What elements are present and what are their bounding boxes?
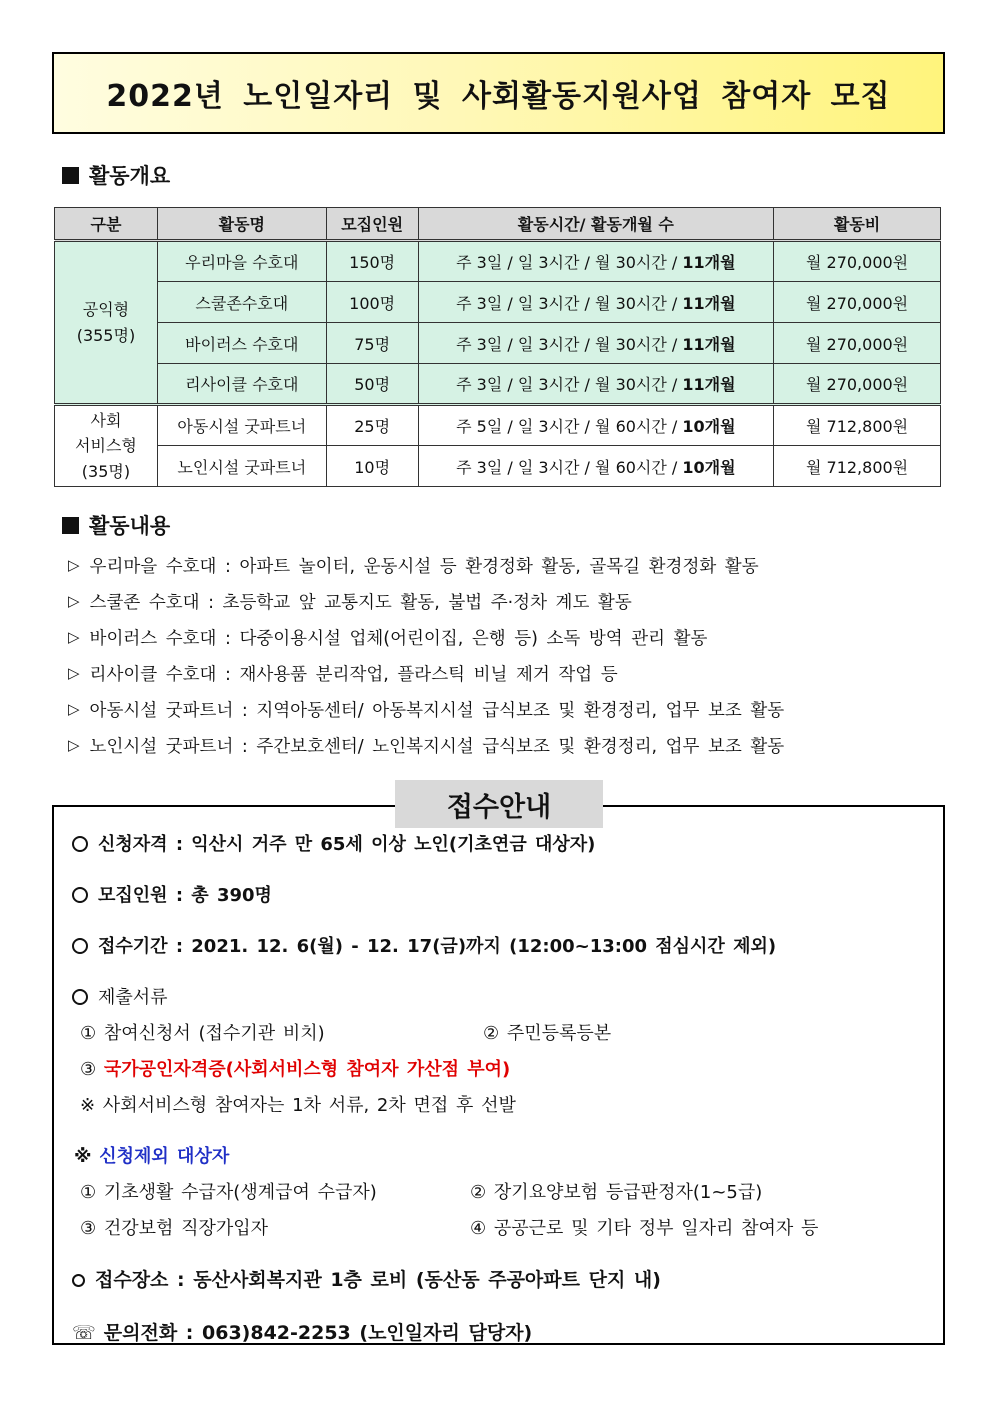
- activity-count: 75명: [326, 323, 418, 364]
- circle-bullet-icon: [72, 1274, 85, 1287]
- activity-name: 아동시설 굿파트너: [157, 405, 326, 446]
- activity-time: 주 3일 / 일 3시간 / 월 60시간 / 10개월: [418, 446, 774, 487]
- activity-time: 주 3일 / 일 3시간 / 월 30시간 / 11개월: [418, 323, 774, 364]
- group-name: 공익형: [82, 299, 130, 319]
- overview-heading: [62, 160, 170, 190]
- activities-list: [68, 547, 784, 763]
- triangle-bullet-icon: ▷: [68, 592, 80, 610]
- activity-count: 150명: [326, 241, 418, 282]
- table-row: [55, 446, 941, 487]
- group-name: 서비스형: [75, 436, 137, 456]
- activity-name: 우리마을 수호대: [157, 241, 326, 282]
- circle-bullet-icon: [72, 836, 88, 852]
- triangle-bullet-icon: ▷: [68, 628, 80, 646]
- page-title: 2022년 노인일자리 및 사회활동지원사업 참여자 모집: [106, 79, 891, 114]
- exclude-item-2: ② 장기요양보험 등급판정자(1~5급): [470, 1182, 763, 1203]
- circle-bullet-icon: [72, 989, 88, 1005]
- list-item: ▷ 스쿨존 수호대 : 초등학교 앞 교통지도 활동, 불법 주·정차 계도 활동: [68, 592, 632, 613]
- table-header-row: [55, 208, 941, 241]
- list-item: ▷ 바이러스 수호대 : 다중이용시설 업체(어린이집, 은행 등) 소독 방역 관리 활동: [68, 628, 708, 649]
- col-header-time: 활동시간/ 활동개월 수: [418, 208, 774, 241]
- col-header-count: 모집인원: [326, 208, 418, 241]
- triangle-bullet-icon: ▷: [68, 700, 80, 718]
- triangle-bullet-icon: ▷: [68, 736, 80, 754]
- circle-bullet-icon: [72, 938, 88, 954]
- activity-time: 주 5일 / 일 3시간 / 월 60시간 / 10개월: [418, 405, 774, 446]
- table-row: [55, 241, 941, 282]
- triangle-bullet-icon: ▷: [68, 556, 80, 574]
- activities-heading-text: 활동내용: [89, 514, 171, 538]
- doc-item-3: ③ 국가공인자격증(사회서비스형 참여자 가산점 부여): [80, 1059, 511, 1080]
- triangle-bullet-icon: ▷: [68, 664, 80, 682]
- place-line: 접수장소 : 동산사회복지관 1층 로비 (동산동 주공아파트 단지 내): [72, 1265, 661, 1292]
- activity-time: 주 3일 / 일 3시간 / 월 30시간 / 11개월: [418, 241, 774, 282]
- col-header-activity: 활동명: [157, 208, 326, 241]
- exclude-heading: ※ 신청제외 대상자: [74, 1146, 230, 1167]
- group-count: (35명): [81, 461, 131, 481]
- table-row: [55, 323, 941, 364]
- overview-heading-text: 활동개요: [89, 164, 171, 188]
- group-name: 사회: [90, 410, 122, 430]
- recruit-line: 모집인원 : 총 390명: [72, 881, 272, 907]
- activity-count: 50명: [326, 364, 418, 405]
- square-bullet-icon: [62, 167, 79, 184]
- phone-icon: ☏: [72, 1322, 96, 1344]
- circle-bullet-icon: [72, 887, 88, 903]
- activity-name: 리사이클 수호대: [157, 364, 326, 405]
- period-line: 접수기간 : 2021. 12. 6(월) - 12. 17(금)까지 (12:00~13:00 점심시간 제외): [72, 932, 776, 958]
- exclude-item-4: ④ 공공근로 및 기타 정부 일자리 참여자 등: [470, 1218, 819, 1239]
- group-public-interest: [55, 241, 158, 405]
- overview-table: [54, 207, 941, 487]
- table-row: [55, 282, 941, 323]
- activity-count: 10명: [326, 446, 418, 487]
- list-item: ▷ 아동시설 굿파트너 : 지역아동센터/ 아동복지시설 급식보조 및 환경정리, 업무 보조 활동: [68, 700, 785, 721]
- activity-name: 스쿨존수호대: [157, 282, 326, 323]
- phone-line: ☏ 문의전화 : 063)842-2253 (노인일자리 담당자): [72, 1322, 533, 1344]
- list-item: ▷ 우리마을 수호대 : 아파트 놀이터, 운동시설 등 환경정화 활동, 골목길 환경정화 활동: [68, 556, 759, 577]
- exclude-item-3: ③ 건강보험 직장가입자: [80, 1218, 269, 1239]
- activity-pay: 월 712,800원: [774, 446, 941, 487]
- documents-label: 제출서류: [72, 983, 168, 1009]
- activity-name: 바이러스 수호대: [157, 323, 326, 364]
- col-header-pay: 활동비: [774, 208, 941, 241]
- activity-pay: 월 270,000원: [774, 323, 941, 364]
- activity-count: 25명: [326, 405, 418, 446]
- reception-heading: 접수안내: [395, 780, 603, 828]
- group-social-service: [55, 405, 158, 487]
- doc-item-2: ② 주민등록등본: [483, 1023, 612, 1044]
- activity-pay: 월 270,000원: [774, 364, 941, 405]
- activity-pay: 월 270,000원: [774, 282, 941, 323]
- activities-heading: [62, 510, 170, 540]
- activity-name: 노인시설 굿파트너: [157, 446, 326, 487]
- title-banner: [52, 52, 945, 134]
- activity-time: 주 3일 / 일 3시간 / 월 30시간 / 11개월: [418, 282, 774, 323]
- col-header-category: 구분: [55, 208, 158, 241]
- doc-note: ※ 사회서비스형 참여자는 1차 서류, 2차 면접 후 선발: [80, 1095, 516, 1116]
- table-row: [55, 364, 941, 405]
- list-item: ▷ 노인시설 굿파트너 : 주간보호센터/ 노인복지시설 급식보조 및 환경정리, 업무 보조 활동: [68, 736, 785, 757]
- list-item: ▷ 리사이클 수호대 : 재사용품 분리작업, 플라스틱 비닐 제거 작업 등: [68, 664, 618, 685]
- activity-count: 100명: [326, 282, 418, 323]
- square-bullet-icon: [62, 517, 79, 534]
- activity-pay: 월 712,800원: [774, 405, 941, 446]
- eligibility-line: 신청자격 : 익산시 거주 만 65세 이상 노인(기초연금 대상자): [72, 830, 595, 856]
- exclude-item-1: ① 기초생활 수급자(생계급여 수급자): [80, 1182, 377, 1203]
- activity-pay: 월 270,000원: [774, 241, 941, 282]
- activity-time: 주 3일 / 일 3시간 / 월 30시간 / 11개월: [418, 364, 774, 405]
- group-count: (355명): [76, 325, 136, 345]
- table-row: [55, 405, 941, 446]
- doc-item-1: ① 참여신청서 (접수기관 비치): [80, 1023, 325, 1044]
